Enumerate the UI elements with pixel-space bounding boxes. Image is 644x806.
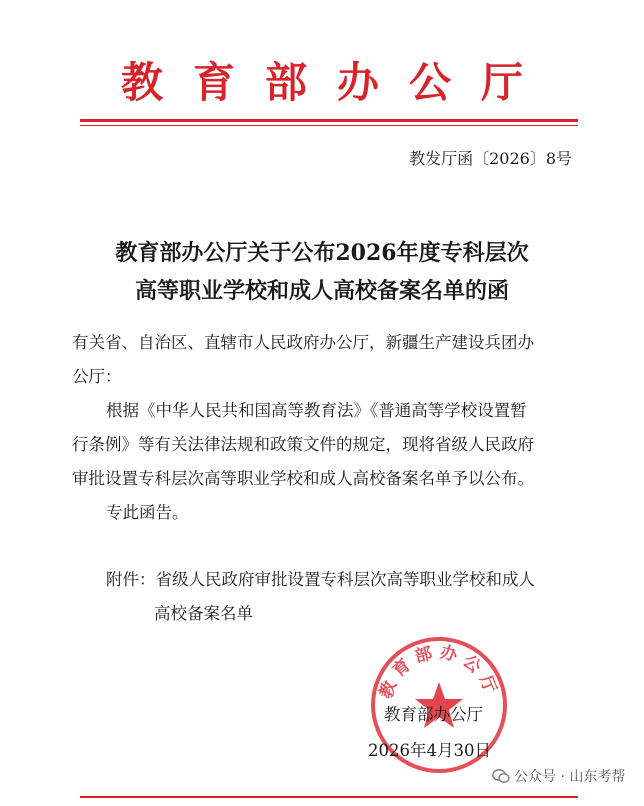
svg-text:教育部办公厅: 教育部办公厅 [376, 642, 502, 702]
signature-date: 2026年4月30日 [368, 741, 491, 760]
letterhead-thin-rule [80, 125, 578, 126]
closing-line: 专此函告。 [106, 503, 189, 522]
body-paragraph-line-1: 根据《中华人民共和国高等教育法》《普通高等学校设置暂 [106, 401, 527, 420]
attachment-line-2: 高校备案名单 [154, 604, 253, 623]
addressee-line-2: 公厅： [72, 367, 122, 386]
watermark-text: 公众号 · 山东考帮 [514, 769, 626, 785]
body-paragraph-line-3: 审批设置专科层次高等职业学校和成人高校备案名单予以公布。 [72, 469, 534, 488]
addressee-line-1: 有关省、自治区、直辖市人民政府办公厅，新疆生产建设兵团办 [72, 333, 534, 352]
document-number: 教发厅函〔2026〕8号 [409, 149, 572, 168]
document-title-line-2: 高等职业学校和成人高校备案名单的函 [134, 278, 509, 304]
footer-rule [80, 796, 578, 798]
body-paragraph-line-2: 行条例》等有关法律法规和政策文件的规定，现将省级人民政府 [72, 435, 534, 454]
wechat-icon [492, 768, 510, 784]
letterhead-title: 教育部办公厅 [120, 58, 553, 107]
attachment-line-1: 附件：省级人民政府审批设置专科层次高等职业学校和成人 [106, 570, 535, 589]
document-title-line-1: 教育部办公厅关于公布2026年度专科层次 [115, 240, 529, 266]
letterhead-thick-rule [80, 119, 578, 122]
signature-org: 教育部办公厅 [384, 705, 483, 724]
wechat-watermark [492, 766, 625, 786]
